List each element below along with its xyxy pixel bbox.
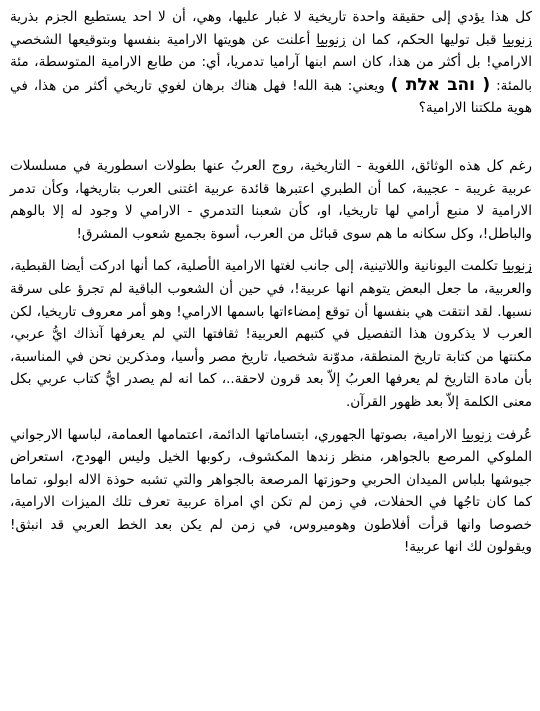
name-zenobia: زنوبيا — [316, 31, 346, 48]
paragraph-spacer — [10, 414, 532, 424]
paragraph-text: تكلمت اليونانية واللاتينية، إلى جانب لغتها الارامية الأصلية، كما أنها ادركت أيضا القبطية، والعربية، ما جعل البعض يتوهم انها عربية!، في حين أن الشعوب الباقية لم تجرؤ على سرقة نسبها. لقد انتقت هي بنفسها أن توقع إمضاءاتها باسمها الارامي! وهو أمر معروف تاريخيا، لكن العرب لا يذكرون هذا التفصيل في كتبهم العربية! ثقافتها التي لم يعرفها آنذاك ايُّ عربي، مكنتها من كتابة تاريخ المنطقة، مدوّنة شخصيا، تاريخ مصر وأسيا، ومذكرين نحن في المناسبة، بأن مادة التاريخ لم يعرفها العربُ إلاّ بعد قرون لاحقة..، كما انه لم يصدر ايُّ كتاب عربي بكل معنى الكلمة إلاّ بعد ظهور القرآن. — [10, 258, 532, 410]
name-zenobia: زنوبيا — [502, 258, 532, 275]
aramaic-name-inscription: ( והב אלת ) — [390, 74, 491, 95]
paragraph-spacer — [10, 120, 532, 155]
paragraph-text: قبل توليها الحكم، كما ان — [345, 31, 503, 48]
paragraph-text: ويعني: هبة الله! فهل هناك برهان لغوي تاريخي أكثر من هذا، في هوية ملكتنا الارامية؟ — [10, 77, 532, 117]
name-zenobia: زنوبيا — [502, 31, 532, 48]
paragraph-languages — [10, 255, 532, 413]
paragraph-arab-claims — [10, 155, 532, 245]
paragraph-text: كل هذا يؤدي إلى حقيقة واحدة تاريخية لا غبار عليها، وهي، أن لا احد يستطيع الجزم بذرية — [10, 9, 532, 25]
paragraph-known-traits — [10, 424, 532, 560]
paragraph-spacer — [10, 245, 532, 255]
paragraph-text: عُرفت — [491, 426, 532, 443]
paragraph-text: أعلنت عن هويتها الارامية بنفسها وبتوقيعها الشخصي الارامي! بل أكثر من هذا، كان اسم ابنها آراميا تدمريا، أي: من طابع الارامية المتوسطة، مئة بالمئة: — [10, 31, 532, 94]
paragraph-text: الارامية، بصوتها الجهوري، ابتساماتها الدائمة، اعتمامها العمامة، لباسها الارجواني الملوكي المرصع بالجواهر، منظر زندها المكشوف، ركوبها الخيل وليس الهودج، استعراض جيوشها بلباس الميدان الحربي وحوزتها المرصعة بالجواهر والتي تشبه حوذة الاله ابولو، تماما كما كان تاجُها في الحفلات، في زمن لم تكن اي امراة عربية تعرف تلك الميزات الارامية، خصوصا وانها قرأت أفلاطون وهوميروس، في زمن لم يكن بعد الخط العربي قد انبثق! ويقولون لك انها عربية! — [10, 426, 532, 556]
paragraph-aramaic-identity — [10, 6, 532, 120]
paragraph-text: رغم كل هذه الوثائق، اللغوية - التاريخية، روج العربُ عنها بطولات اسطورية في مسلسلات عربية غريبة - عجيبة، كما أن الطبري اعتبرها قائدة عربية اغتنى العرب بتاريخها، وكأن تدمر الارامية لا منبع أرامي لها تاريخيا، او، كأن شعبنا التدمري - الارامي لا وجود له إلا بالوهم والباطل!، وكل سكانه ما هم سوى قبائل من العرب، أسوة بجميع شعوب المشرق! — [10, 157, 532, 242]
name-zenobia: زنوبيا — [462, 426, 492, 443]
